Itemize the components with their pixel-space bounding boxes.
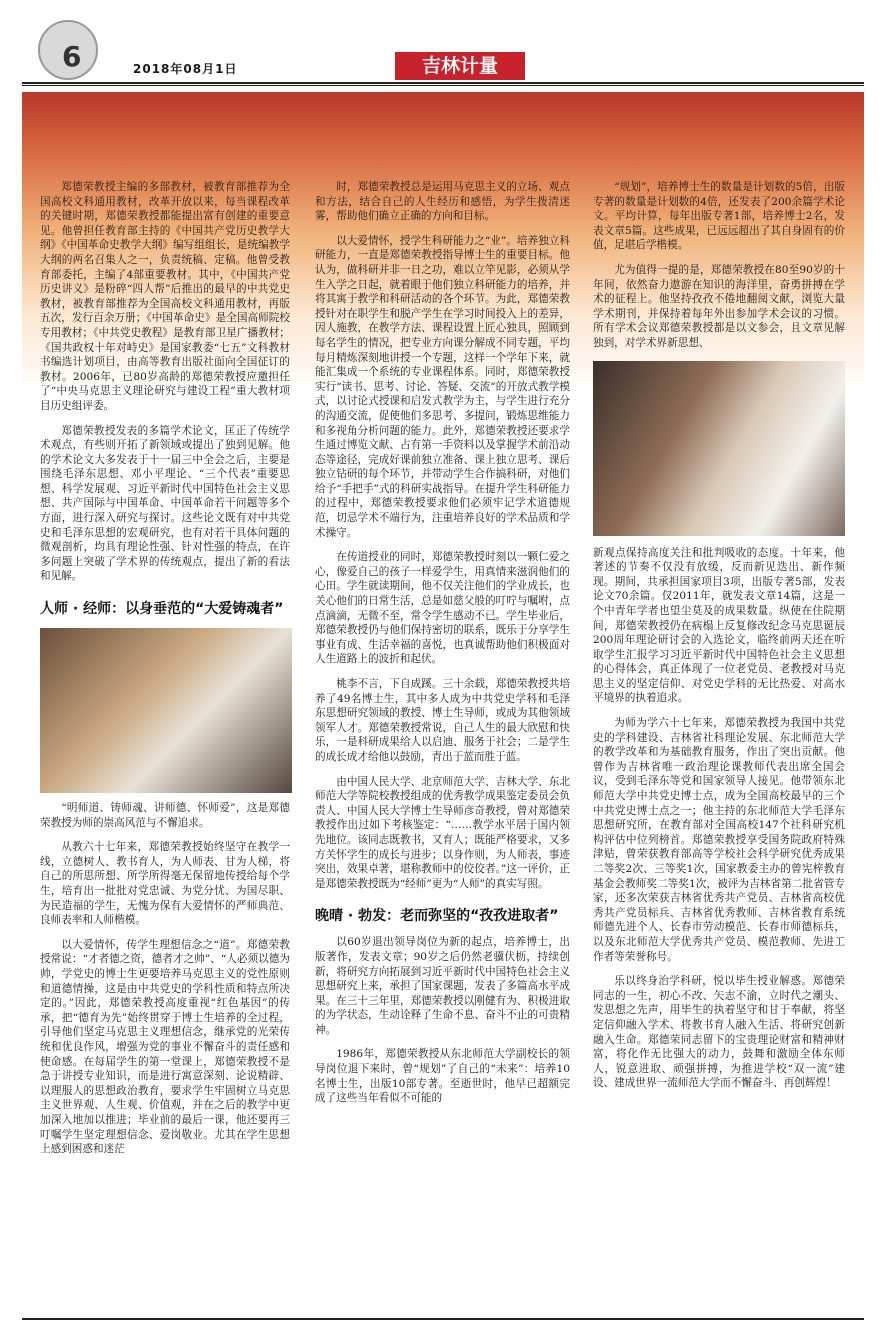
- section-title: 吉林计量: [395, 52, 525, 80]
- paragraph: 从教六十七年来，郑德荣教授始终坚守在教学一线，立德树人、教书育人，为人师表、甘为人梯，将自己的所思所想、所学所得毫无保留地传授给每个学生，培育出一批批对党忠诚、为党分忧、为国尽职、为民造福的学生，无愧为保有大爱情怀的严师典范、良师表率和人师楷模。: [40, 841, 290, 927]
- paragraph: 乐以终身治学科研，悦以毕生授业解惑。郑德荣同志的一生，初心不改、矢志不渝，立时代之潮头、发思想之先声，用毕生的执着坚守和甘于奉献，将坚定信仰融入学术、将教书育人融入生活、将研究创新融入生命。郑德荣同志留下的宝贵理论财富和精神财富，将化作无比强大的动力，鼓舞和激励全体东师人，锐意进取、顽强拼搏，为推进学校“双一流”建设、建成世界一流师范大学而不懈奋斗、再创辉煌！: [593, 975, 845, 1090]
- section-heading: 人师 · 经师：以身垂范的“大爱铸魂者”: [40, 601, 284, 618]
- paragraph: 以60岁退出领导岗位为新的起点，培养博士，出版著作，发表文章；90岁之后仍然老骥伏枥，持续创新，将研究方向拓展到习近平新时代中国特色社会主义思想研究上来，承担了国家课题，发表了多篇高水平成果。在三十三年里，郑德荣教授以刚健有为、积极进取的为学状态，生动诠释了生命不息、奋斗不止的可贵精神。: [315, 936, 570, 1036]
- paragraph: 郑德荣教授主编的多部教材，被教育部推荐为全国高校文科通用教材，改革开放以来，每当课程改革的关键时期，郑德荣教授都能提出富有创建的重要意见。他曾担任教育部主持的《中国共产党历史教学大纲》《中国革命史教学大纲》编写组组长，是统编教学大纲的两名召集人之一，负责统稿、定稿。他曾受教育部委托，主编了4部重要教材。其中，《中国共产党历史讲义》是粉碎“四人帮”后推出的最早的中共党史教材，被教育部推荐为全国高校文科通用教材，再版五次，发行百余万册；《中国革命史》是全国高师院校专用教材；《中共党史教程》是教育部卫星广播教材；《国共政权十年对峙史》是国家教委“七五”文科教材书编选计划项目，由高等教育出版社面向全国征订的教材。2006年，已80岁高龄的郑德荣教授应邀担任了“中央马克思主义理论研究与建设工程”重大教材项目历史组评委。: [40, 181, 290, 412]
- section-heading: 晚晴 · 勃发：老而弥坚的“孜孜进取者”: [315, 908, 559, 925]
- photo-caption: “明师道、铸师魂、讲师德、怀师爱”，这是郑德荣教授为师的崇高风范与不懈追求。: [40, 802, 290, 829]
- footer-rule: [22, 1318, 864, 1320]
- issue-date: 2018年08月1日: [133, 62, 238, 76]
- paragraph: “规划”，培养博士生的数量是计划数的5倍，出版专著的数量是计划数的4倍，还发表了200余篇学术论文。平均计算，每年出版专著1部，培养博士2名，发表文章5篇。这些成果，已远远超出了其自身固有的价值，足堪后学楷模。: [593, 181, 845, 252]
- paragraph: 时，郑德荣教授总是运用马克思主义的立场、观点和方法，结合自己的人生经历和感悟，为学生拨清迷雾，帮助他们确立正确的方向和目标。: [315, 181, 570, 223]
- header-rule: [22, 82, 864, 84]
- paragraph: 桃李不言，下自成蹊。三十余载，郑德荣教授共培养了49名博士生，其中多人成为中共党史学科和毛泽东思想研究领域的教授、博士生导师，或成为其他领域领军人才。郑德荣教授常说，自己人生的最大欣慰和快乐，一是科研成果给人以启迪、服务于社会；二是学生的成长成才给他以鼓励，青出于蓝而胜于蓝。: [315, 678, 570, 763]
- paragraph: 在传道授业的同时，郑德荣教授时刻以一颗仁爱之心，像爱自己的孩子一样爱学生，用真情来滋润他们的心田。学生就读期间，他不仅关注他们的学业成长，也关心他们的日常生活，总是如慈父般的叮咛与嘱咐，点点滴滴，无微不至，常令学生感动不已。学生毕业后，郑德荣教授仍与他们保持密切的联系，既乐于分享学生事业有成、生活幸福的喜悦，也真诚帮助他们积极面对人生道路上的波折和起伏。: [315, 551, 570, 666]
- paragraph: 尤为值得一提的是，郑德荣教授在80至90岁的十年间，依然奋力遨游在知识的海洋里，奋勇拼搏在学术的征程上。他坚持孜孜不倦地翻阅文献，浏览大量学术期刊，并保持着每年外出参加学术会议的习惯。所有学术会议郑德荣教授都是以文参会，且文章见解独到，对学术界新思想、: [593, 263, 845, 349]
- paragraph: 以大爱情怀，授学生科研能力之“业”。培养独立科研能力，一直是郑德荣教授指导博士生的重要目标。他认为，做科研并非一日之功，难以立竿见影，必须从学生入学之日起，就着眼于他们独立科研能力的培养，并将其寓于教学和科研活动的各个环节。为此，郑德荣教授针对在职学生和脱产学生在学习时间投入上的差异，因人施教，在教学方法、课程设置上匠心独具，照顾到每名学生的情况，把专业方向课分解成不同专题，平均每月精炼深刻地讲授一个专题，这样一个学年下来，就能汇集成一个系统的专业课程体系。同时，郑德荣教授实行“读书、思考、讨论、答疑、交流”的开放式教学模式，以讨论式授课和启发式教学为主，与学生进行充分的沟通交流，促使他们多思考、多提问，锻炼思维能力和多视角分析问题的能力。此外，郑德荣教授还要求学生通过博览文献、占有第一手资料以及掌握学术前沿动态等途径，完成好课前独立准备、课上独立思考、课后独立钻研的每个环节，并带动学生合作搞科研，对他们给予“手把手”式的科研实战指导。在提升学生科研能力的过程中，郑德荣教授要求他们必须牢记学术道德规范，切忌学术不端行为，注重培养良好的学术品质和学术操守。: [315, 234, 570, 539]
- paragraph: 1986年，郑德荣教授从东北师范大学副校长的领导岗位退下来时，曾“规划”了自己的“未来”：培养10名博士生，出版10部专著。至逝世时，他早已超额完成了这些当年看似不可能的: [315, 1048, 570, 1105]
- page-number: 6: [62, 40, 82, 73]
- column-3: [593, 180, 845, 1101]
- paragraph: 为师为学六十七年来，郑德荣教授为我国中共党史的学科建设、吉林省社科理论发展、东北师范大学的教学改革和为基础教育服务，作出了突出贡献。他曾作为吉林省唯一政治理论课教师代表出席全国会议，受到毛泽东等党和国家领导人接见。他带领东北师范大学中共党史博士点，成为全国高校最早的三个中共党史博士点之一；他主持的东北师范大学毛泽东思想研究所，在教育部对全国高校147个社科研究机构评估中位列榜首。郑德荣教授享受国务院政府特殊津贴，曾荣获教育部高等学校社会科学研究优秀成果二等奖2次、三等奖1次，国家教委主办的曾宪梓教育基金会教师奖二等奖1次，被评为吉林省第二批省管专家，还多次荣获吉林省优秀共产党员、吉林省高校优秀共产党员标兵、吉林省优秀教师、吉林省教育系统师德先进个人、长春市劳动模范、长春市师德标兵，以及东北师范大学优秀共产党员、模范教师、先进工作者等荣誉称号。: [593, 717, 845, 963]
- column-2: [315, 180, 570, 1116]
- page-header: [0, 0, 886, 90]
- paragraph: 由中国人民大学、北京师范大学、吉林大学、东北师范大学等院校教授组成的优秀教学成果鉴定委员会负责人、中国人民大学博士生导师彦奇教授，曾对郑德荣教授作出过如下考核鉴定：“……教学水平居于国内领先地位。该同志既教书，又育人；既能严格要求，又多方关怀学生的成长与进步；以身作则，为人师表，事迹突出，效果卓著，堪称教师中的佼佼者。”这一评价，正是郑德荣教授既为“经师”更为“人师”的真实写照。: [315, 775, 570, 890]
- column-1: [40, 180, 290, 1167]
- professor-with-student-photo: [593, 361, 845, 536]
- header-rule-thin: [22, 85, 864, 86]
- paragraph: 郑德荣教授发表的多篇学术论文，匡正了传统学术观点，有些则开拓了新领域或提出了独到见解。他的学术论文大多发表于十一届三中全会之后，主要是围绕毛泽东思想、邓小平理论、“三个代表”重要思想、科学发展观、习近平新时代中国特色社会主义思想、共产国际与中国革命、中国革命若干问题等多个方面，进行深入研究与探讨。这些论文既有对中共党史和毛泽东思想的宏观研究，也有对若干具体问题的微观剖析，均具有理论性强、针对性强的特点，在许多问题上突破了学术界的传统观点，提出了新的看法和见解。: [40, 424, 290, 583]
- professor-reading-photo: [40, 628, 292, 793]
- paragraph: 新观点保持高度关注和批判吸收的态度。十年来，他著述的节奏不仅没有放缓，反而新见迭出、新作频现。期间，共承担国家项目3项，出版专著5部，发表论文70余篇。仅2011年，就发表文章14篇，这是一个中青年学者也望尘莫及的成果数量。纵使在住院期间，郑德荣教授仍在病榻上反复修改纪念马克思诞辰200周年理论研讨会的入选论文，临终前两天还在听取学生汇报学习习近平新时代中国特色社会主义思想的心得体会，真正体现了一位老党员、老教授对马克思主义的坚定信仰、对党史学科的无比热爱、对高水平境界的执着追求。: [593, 546, 845, 705]
- paragraph: 以大爱情怀，传学生理想信念之“道”。郑德荣教授常说：“才者德之资，德者才之帅”、“人必须以德为帅，学党史的博士生更要培养马克思主义的党性原则和道德情操，这是由中共党史的学科性质和特点所决定的。”因此，郑德荣教授高度重视“红色基因”的传承，把“德育为先”始终贯穿于博士生培养的全过程，引导他们坚定马克思主义理想信念，继承党的光荣传统和优良作风，增强为党的事业不懈奋斗的责任感和使命感。在每届学生的第一堂课上，郑德荣教授不是急于讲授专业知识，而是进行寓意深刻、论说精辟、以理服人的思想政治教育，要求学生牢固树立马克思主义世界观、人生观、价值观，并在之后的教学中更加深入地加以推进；毕业前的最后一课，他还要再三叮嘱学生坚定理想信念、爱岗敬业。尤其在学生思想上感到困惑和迷茫: [40, 938, 290, 1156]
